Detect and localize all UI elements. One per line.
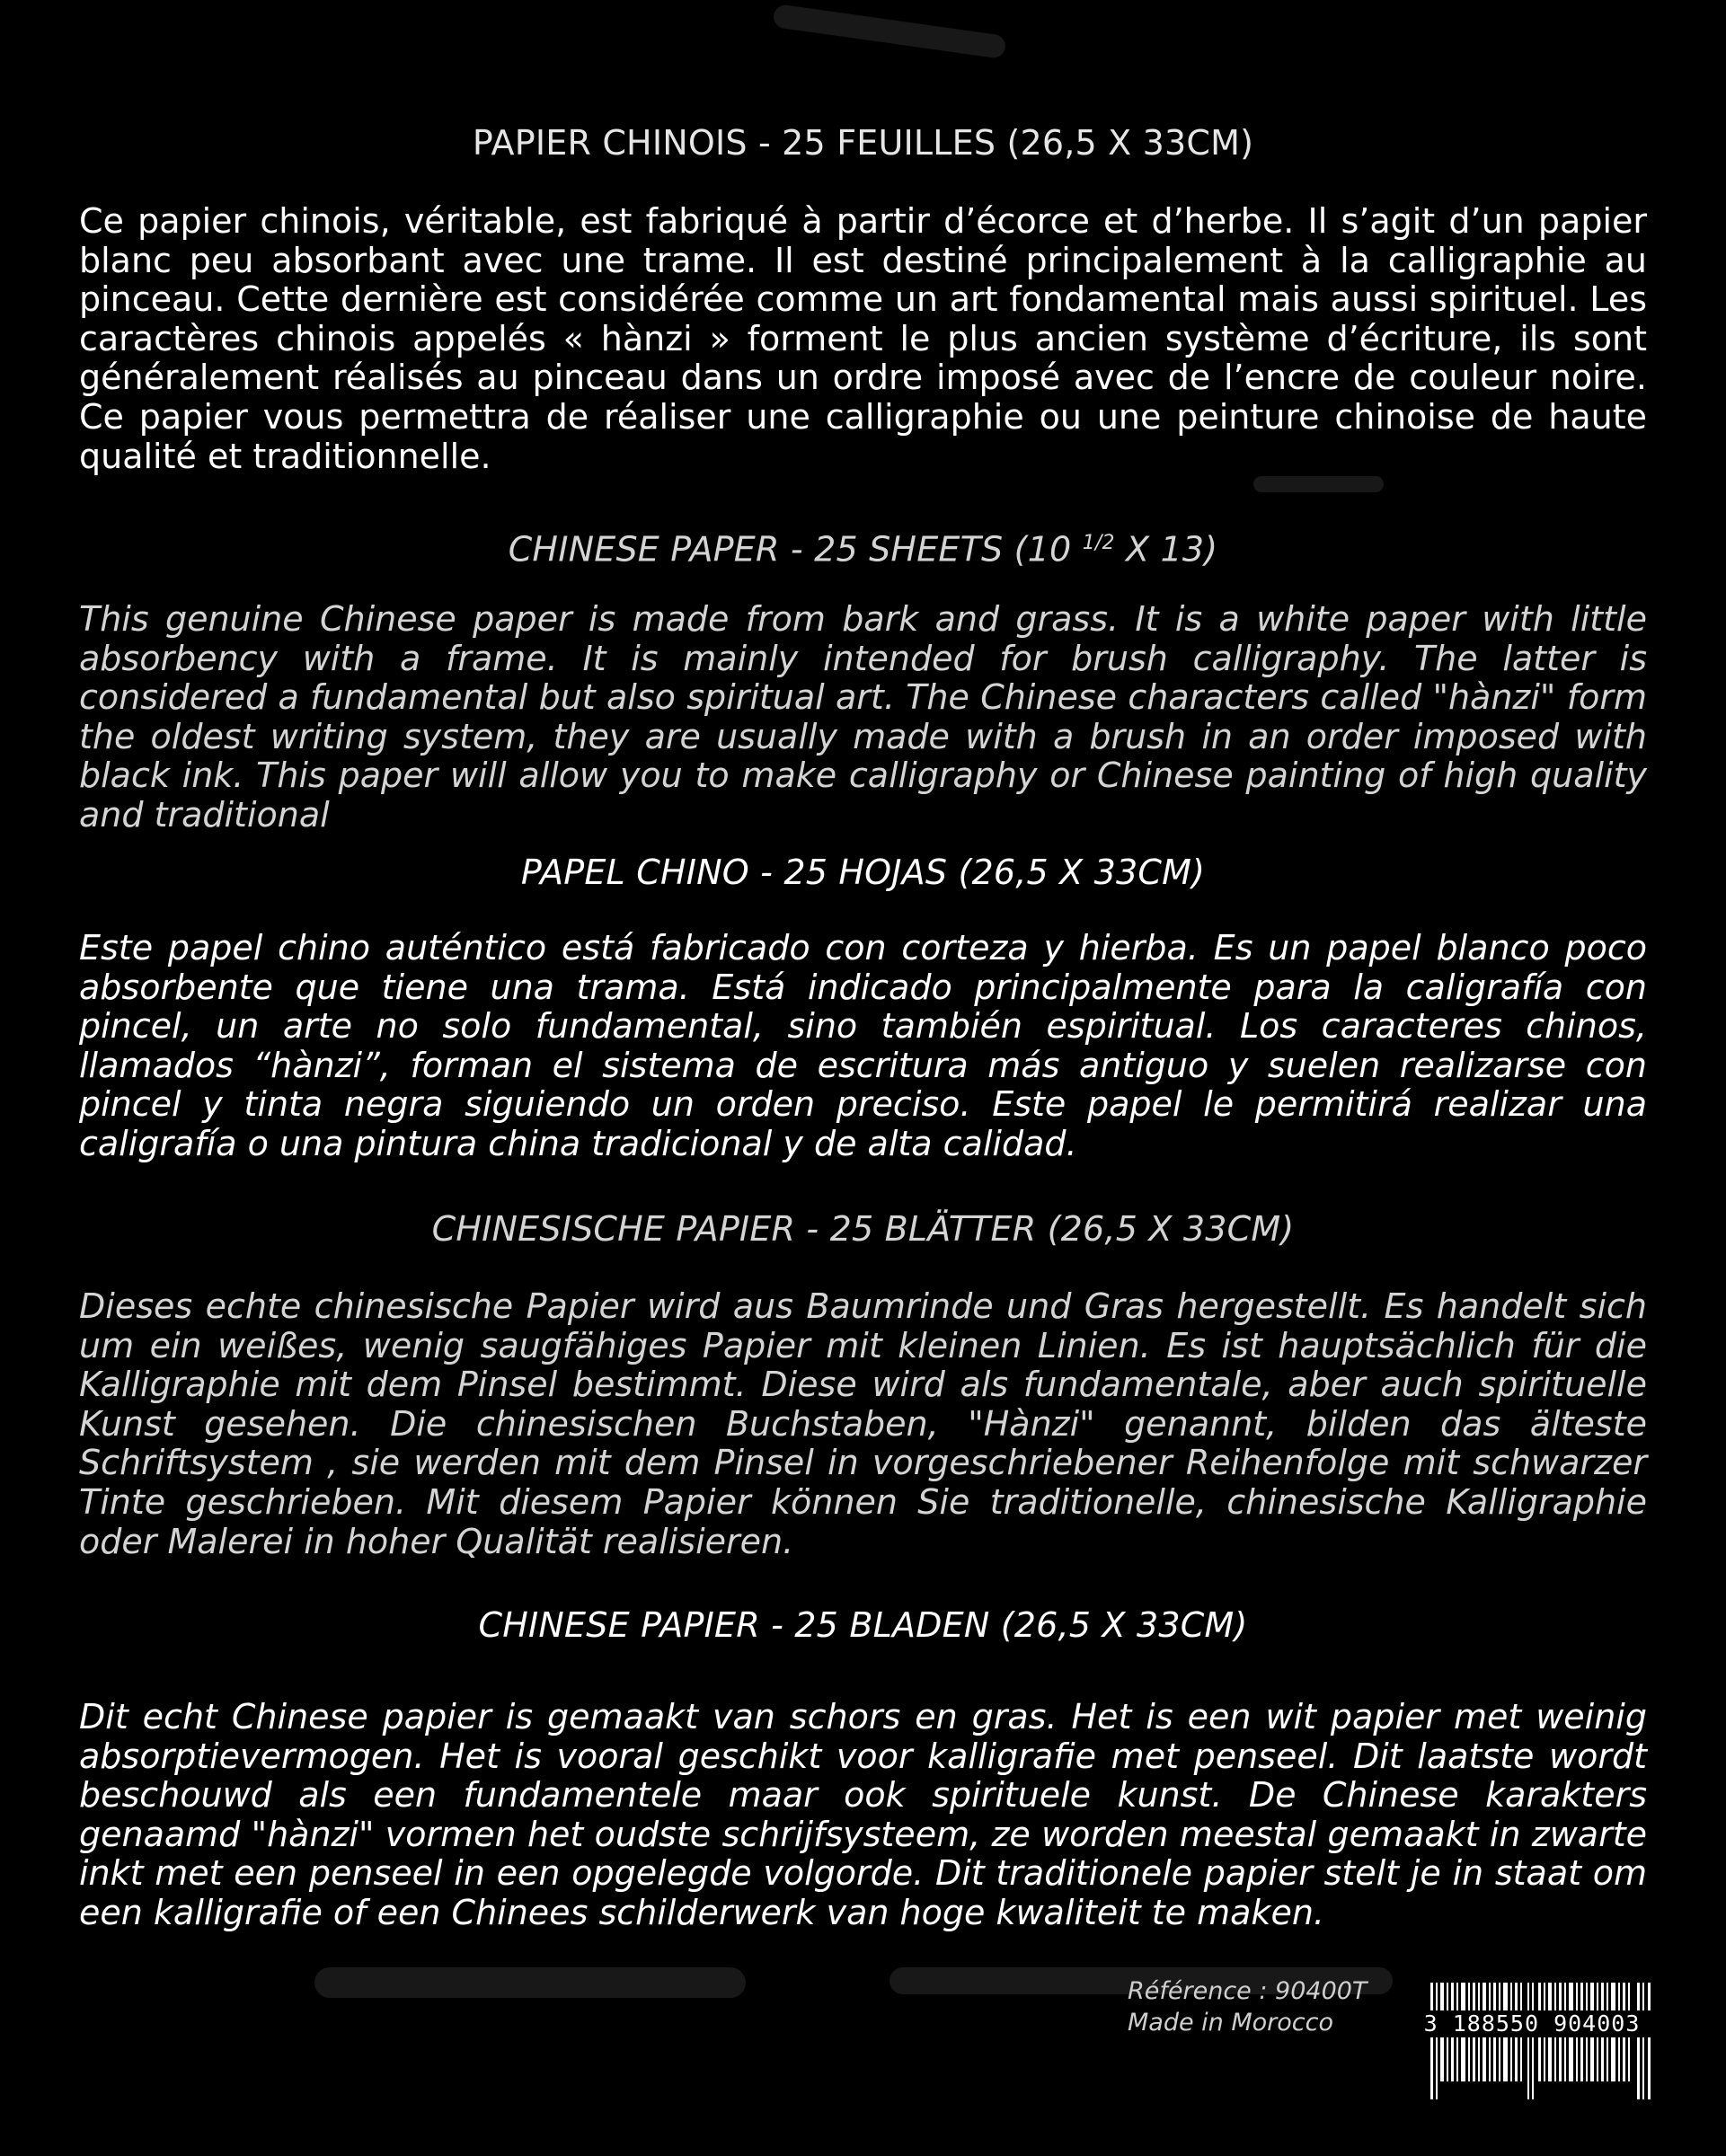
barcode-number: 3 188550 904003	[1411, 2010, 1653, 2037]
description-en: This genuine Chinese paper is made from bark and grass. It is a white paper with little absorbency with a frame. It is mainly intended for brush calligraphy. The latter is considered a fundamental but also spiritual art. The Chinese characters called "hànzi" form the oldest writing system, they are usually made with a brush in an order imposed with black ink. This paper will allow you to make calligraphy or Chinese painting of high quality and traditional	[79, 599, 1647, 835]
title-en-main: CHINESE PAPER - 25 SHEETS (10	[508, 529, 1083, 570]
made-in-label: Made in Morocco	[1128, 2009, 1334, 2037]
title-fr: PAPIER CHINOIS - 25 FEUILLES (26,5 X 33CM)	[472, 123, 1254, 163]
reference-code: Référence : 90400T	[1128, 1977, 1368, 2005]
title-de: CHINESISCHE PAPIER - 25 BLÄTTER (26,5 X 33CM)	[431, 1209, 1295, 1249]
description-de: Dieses echte chinesische Papier wird aus Baumrinde und Gras hergestellt. Es handelt sich um ein weißes, wenig saugfähiges Papier mit kleinen Linien. Es ist hauptsächlich für die Kalligraphie mit dem Pinsel bestimmt. Diese wird als fundamentale, aber auch spirituelle Kunst gesehen. Die chinesischen Buchstaben, "Hànzi" genannt, bilden das älteste Schriftsystem , sie werden mit dem Pinsel in vorgeschriebener Reihenfolge mit schwarzer Tinte geschrieben. Mit diesem Papier können Sie traditionelle, chinesische Kalligraphie oder Malerei in hoher Qualität realisieren.	[79, 1286, 1647, 1561]
title-es: PAPEL CHINO - 25 HOJAS (26,5 X 33CM)	[520, 853, 1206, 892]
title-en-fraction: 1/2	[1082, 532, 1115, 554]
smudge-top	[772, 4, 1006, 59]
description-es: Este papel chino auténtico está fabricado con corteza y hierba. Es un papel blanco poco absorbente que tiene una trama. Está indicado principalmente para la caligrafía con pincel, un arte no solo fundamental, sino también espiritual. Los caracteres chinos, llamados “hànzi”, forman el sistema de escritura más antiguo y suelen realizarse con pincel y tinta negra siguiendo un orden preciso. Este papel le permitirá realizar una caligrafía o una pintura china tradicional y de alta calidad.	[79, 928, 1647, 1163]
description-fr: Ce papier chinois, véritable, est fabriqué à partir d’écorce et d’herbe. Il s’agit d’un papier blanc peu absorbant avec une trame. Il est destiné principalement à la calligraphie au pinceau. Cette dernière est considérée comme un art fondamental mais aussi spirituel. Les caractères chinois appelés « hànzi » forment le plus ancien système d’écriture, ils sont généralement réalisés au pinceau dans un ordre imposé avec de l’encre de couleur noire. Ce papier vous permettra de réaliser une calligraphie ou une peinture chinoise de haute qualité et traditionnelle.	[79, 201, 1647, 476]
title-en	[0, 523, 1726, 570]
smudge-bottom-left	[314, 1967, 746, 1998]
title-nl: CHINESE PAPIER - 25 BLADEN (26,5 X 33CM)	[478, 1605, 1248, 1645]
description-nl: Dit echt Chinese papier is gemaakt van schors en gras. Het is een wit papier met weinig absorptievermogen. Het is vooral geschikt voor kalligrafie met penseel. Dit laatste wordt beschouwd als een fundamentele maar ook spirituele kunst. De Chinese karakters genaamd "hànzi" vormen het oudste schrijfsysteem, ze worden meestal gemaakt in zwarte inkt met een penseel in een opgelegde volgorde. Dit traditionele papier stelt je in staat om een kalligrafie of een Chinees schilderwerk van hoge kwaliteit te maken.	[79, 1697, 1647, 1932]
barcode-icon	[1429, 1983, 1653, 2099]
smudge-mid	[1253, 476, 1384, 492]
title-en-end: X 13)	[1114, 529, 1218, 570]
